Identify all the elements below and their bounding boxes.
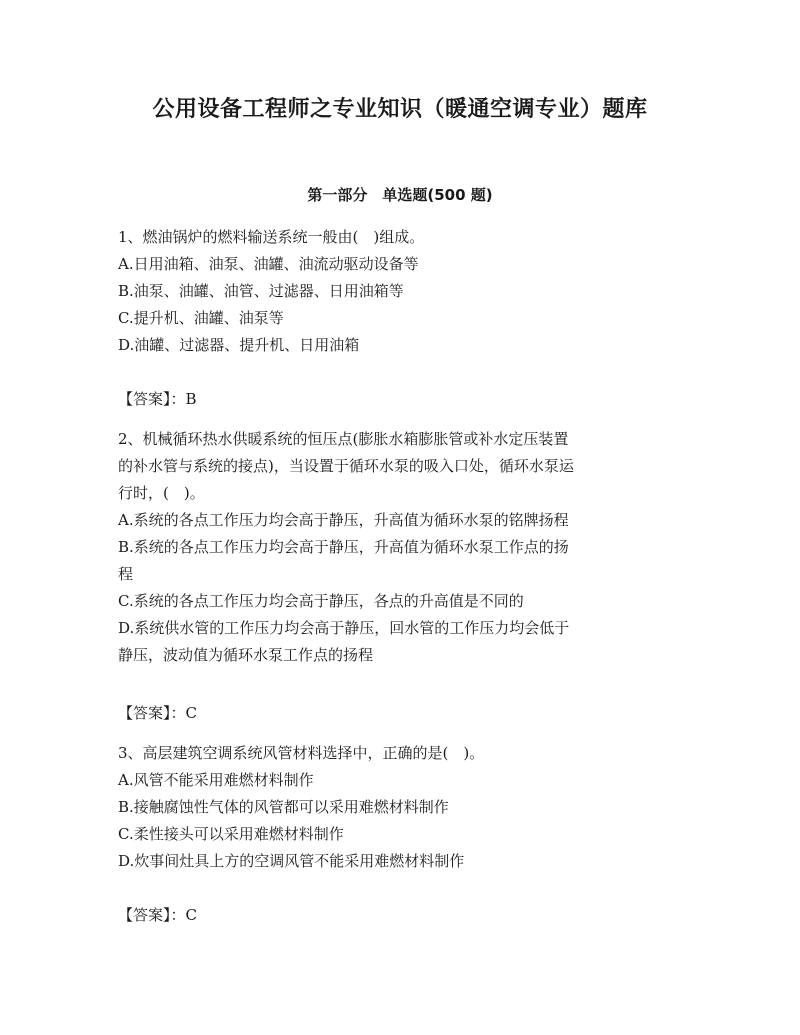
- answer-2: 【答案】：C: [118, 704, 197, 722]
- option-c: C.提升机、油罐、油泵等: [118, 309, 284, 327]
- question-stem: 1、燃油锅炉的燃料输送系统一般由( )组成。: [118, 228, 425, 246]
- question-stem-line-2: 的补水管与系统的接点)，当设置于循环水泵的吸入口处，循环水泵运: [118, 457, 574, 475]
- question-block-1: [118, 224, 688, 359]
- option-a: A.风管不能采用难燃材料制作: [118, 771, 314, 789]
- document-title: 公用设备工程师之专业知识（暖通空调专业）题库: [152, 97, 648, 122]
- option-b: B.接触腐蚀性气体的风管都可以采用难燃材料制作: [118, 798, 449, 816]
- option-b: B.油泵、油罐、油管、过滤器、日用油箱等: [118, 282, 404, 300]
- option-b-line-2: 程: [118, 565, 134, 583]
- question-stem: 3、高层建筑空调系统风管材料选择中，正确的是( )。: [118, 744, 485, 762]
- option-b-line-1: B.系统的各点工作压力均会高于静压，升高值为循环水泵工作点的扬: [118, 538, 569, 556]
- option-d: D.炊事间灶具上方的空调风管不能采用难燃材料制作: [118, 852, 465, 870]
- option-d: D.油罐、过滤器、提升机、日用油箱: [118, 336, 360, 354]
- option-c: C.柔性接头可以采用难燃材料制作: [118, 825, 344, 843]
- question-block-3: [118, 740, 688, 875]
- option-a: A.系统的各点工作压力均会高于静压，升高值为循环水泵的铭牌扬程: [118, 511, 569, 529]
- option-d-line-1: D.系统供水管的工作压力均会高于静压，回水管的工作压力均会低于: [118, 619, 570, 637]
- option-c: C.系统的各点工作压力均会高于静压，各点的升高值是不同的: [118, 592, 524, 610]
- section-heading: 第一部分 单选题(500 题): [307, 186, 493, 204]
- answer-3: 【答案】：C: [118, 906, 197, 924]
- option-a: A.日用油箱、油泵、油罐、油流动驱动设备等: [118, 255, 419, 273]
- question-stem-line-3: 行时，( )。: [118, 484, 205, 502]
- option-d-line-2: 静压，波动值为循环水泵工作点的扬程: [118, 646, 374, 664]
- answer-1: 【答案】：B: [118, 390, 197, 408]
- question-stem-line-1: 2、机械循环热水供暖系统的恒压点(膨胀水箱膨胀管或补水定压装置: [118, 430, 569, 448]
- question-block-2: [118, 426, 688, 669]
